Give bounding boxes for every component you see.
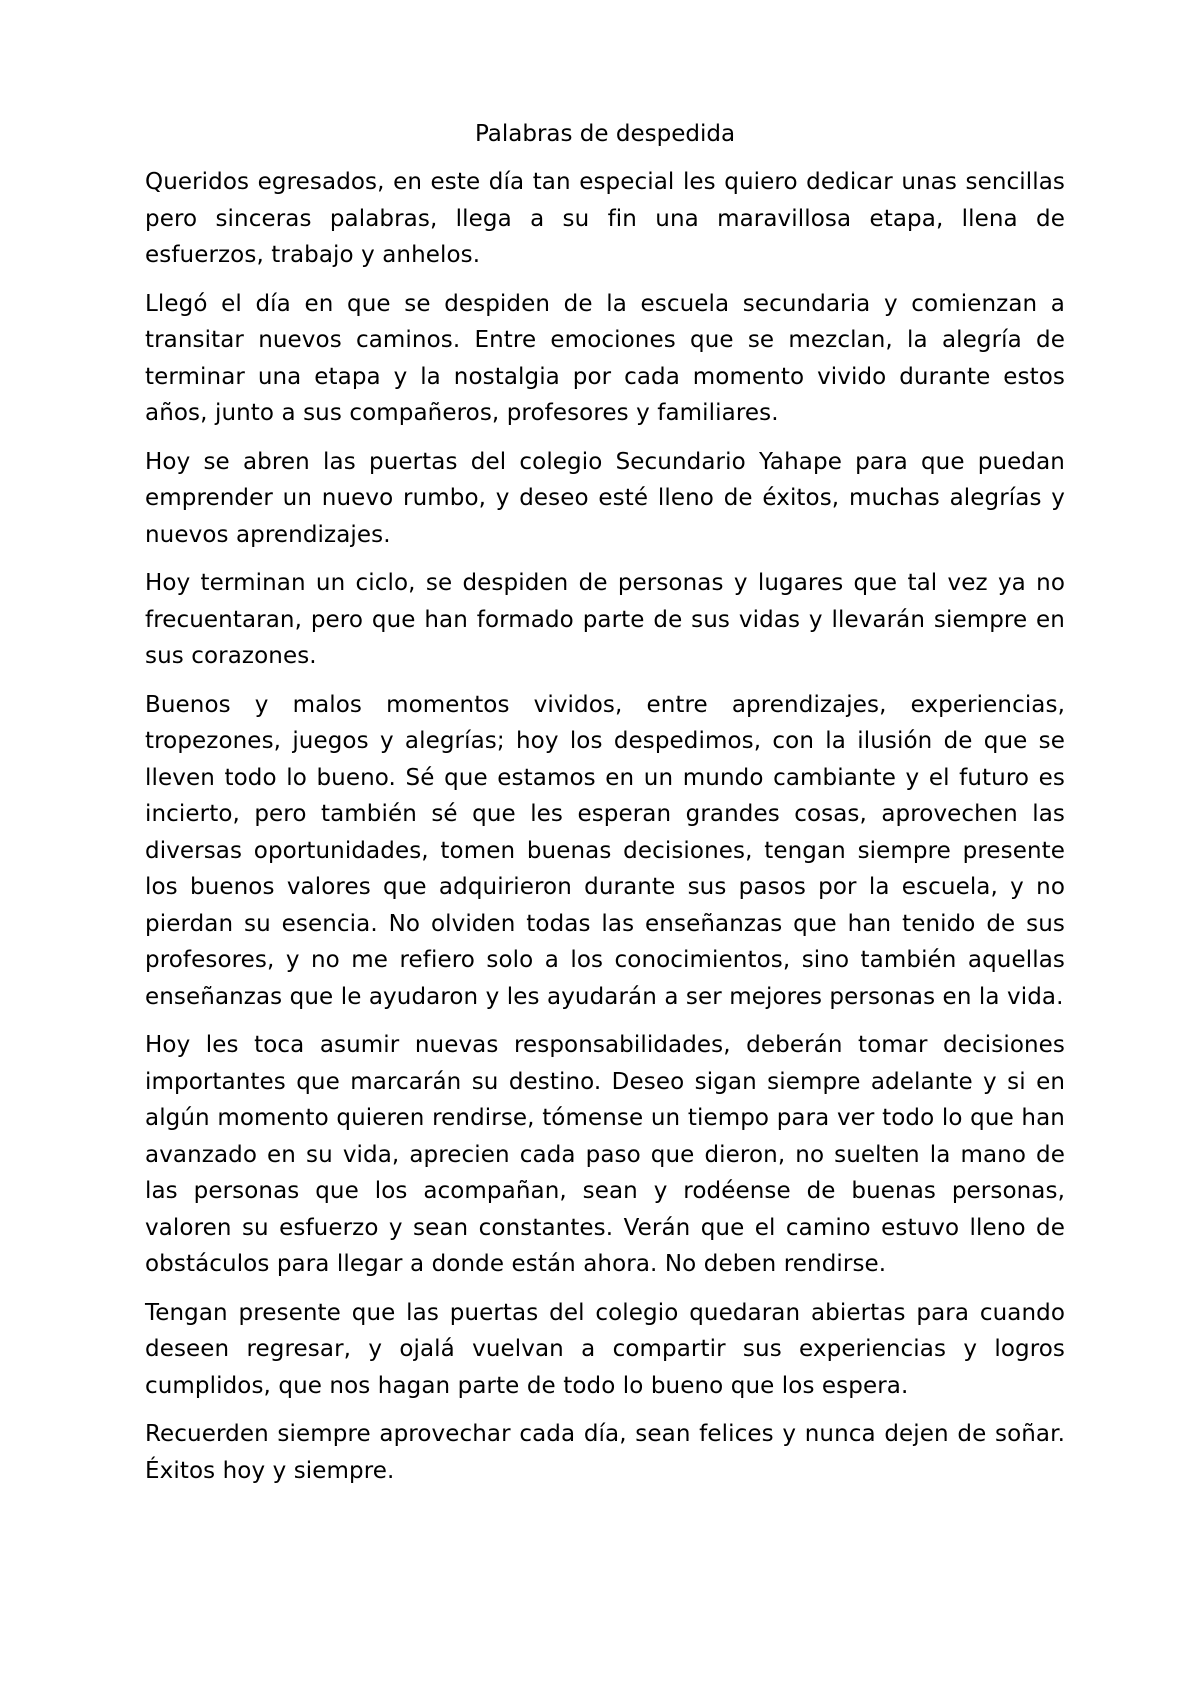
- paragraph-6: Hoy les toca asumir nuevas responsabilidades, deberán tomar decisiones importantes que marcarán su destino. Deseo sigan siempre adelante y si en algún momento quieren rendirse, tómense un tiempo para ver todo lo que han avanzado en su vida, aprecien cada paso que dieron, no suelten la mano de las personas que los acompañan, sean y rodéense de buenas personas, valoren su esfuerzo y sean constantes. Verán que el camino estuvo lleno de obstáculos para llegar a donde están ahora. No deben rendirse.: [145, 1032, 1065, 1277]
- page-title: Palabras de despedida: [474, 121, 736, 147]
- paragraph-2: Llegó el día en que se despiden de la escuela secundaria y comienzan a transitar nuevos caminos. Entre emociones que se mezclan, la alegría de terminar una etapa y la nostalgia por cada momento vivido durante estos años, junto a sus compañeros, profesores y familiares.: [145, 290, 1065, 426]
- document-body: [145, 116, 1065, 1501]
- paragraph-1: Queridos egresados, en este día tan especial les quiero dedicar unas sencillas pero sinceras palabras, llega a su fin una maravillosa etapa, llena de esfuerzos, trabajo y anhelos.: [145, 169, 1065, 268]
- paragraph-7: Tengan presente que las puertas del colegio quedaran abiertas para cuando deseen regresar, y ojalá vuelvan a compartir sus experiencias y logros cumplidos, que nos hagan parte de todo lo bueno que los espera.: [145, 1299, 1065, 1399]
- paragraph-3: Hoy se abren las puertas del colegio Secundario Yahape para que puedan emprender un nuevo rumbo, y deseo esté lleno de éxitos, muchas alegrías y nuevos aprendizajes.: [145, 448, 1065, 548]
- paragraph-4: Hoy terminan un ciclo, se despiden de personas y lugares que tal vez ya no frecuentaran, pero que han formado parte de sus vidas y llevarán siempre en sus corazones.: [145, 570, 1065, 669]
- paragraph-5: Buenos y malos momentos vividos, entre aprendizajes, experiencias, tropezones, juegos y alegrías; hoy los despedimos, con la ilusión de que se lleven todo lo bueno. Sé que estamos en un mundo cambiante y el futuro es incierto, pero también sé que les esperan grandes cosas, aprovechen las diversas oportunidades, tomen buenas decisiones, tengan siempre presente los buenos valores que adquirieron durante sus pasos por la escuela, y no pierdan su esencia. No olviden todas las enseñanzas que han tenido de sus profesores, y no me refiero solo a los conocimientos, sino también aquellas enseñanzas que le ayudaron y les ayudarán a ser mejores personas en la vida.: [145, 691, 1065, 1010]
- paragraph-8: Recuerden siempre aprovechar cada día, sean felices y nunca dejen de soñar. Éxitos hoy y siempre.: [145, 1421, 1065, 1484]
